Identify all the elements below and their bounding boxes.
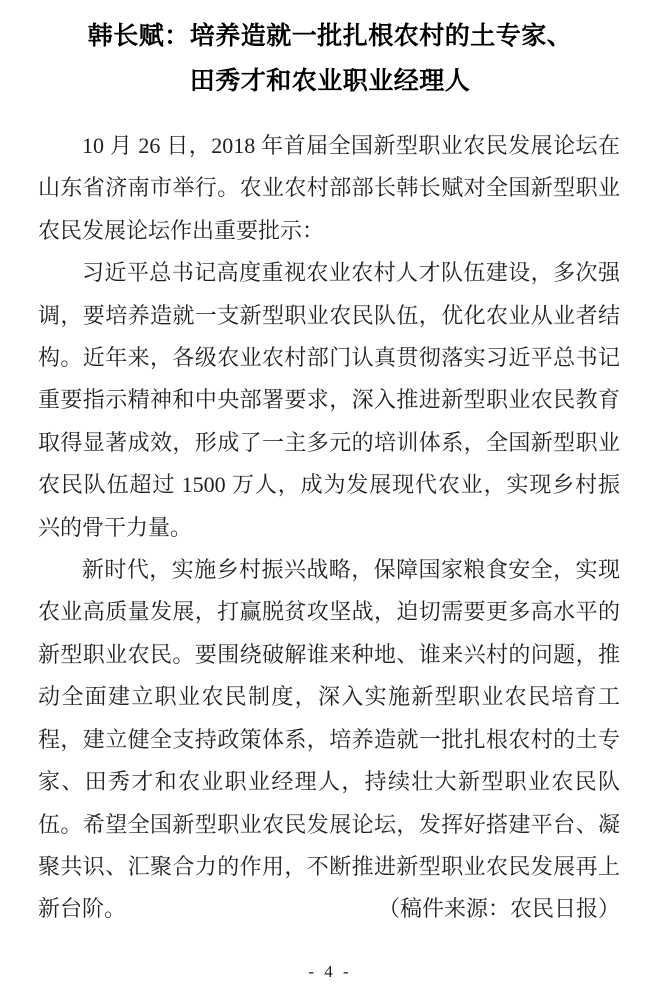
- paragraph-intro: 10 月 26 日，2018 年首届全国新型职业农民发展论坛在山东省济南市举行。农业农村部部长韩长赋对全国新型职业农民发展论坛作出重要批示：: [38, 133, 620, 243]
- page-number: - 4 -: [308, 962, 352, 981]
- document-body: [38, 125, 620, 931]
- paragraph-new-era-text: 新时代，实施乡村振兴战略，保障国家粮食安全，实现农业高质量发展，打赢脱贫攻坚战，迫切需要更多高水平的新型职业农民。要围绕破解谁来种地、谁来兴村的问题，推动全面建立职业农民制度，深入实施新型职业农民培育工程，建立健全支持政策体系，培养造就一批扎根农村的土专家、田秀才和农业职业经理人，持续壮大新型职业农民队伍。希望全国新型职业农民发展论坛，发挥好搭建平台、凝聚共识、汇聚合力的作用，不断推进新型职业农民发展再上新台阶。: [38, 557, 620, 922]
- paragraph-achievements: 习近平总书记高度重视农业农村人才队伍建设，多次强调，要培养造就一支新型职业农民队伍，优化农业从业者结构。近年来，各级农业农村部门认真贯彻落实习近平总书记重要指示精神和中央部署要求，深入推进新型职业农民教育取得显著成效，形成了一主多元的培训体系，全国新型职业农民队伍超过 1500 万人，成为发展现代农业，实现乡村振兴的骨干力量。: [38, 260, 620, 540]
- source-attribution: （稿件来源：农民日报）: [377, 896, 620, 922]
- document-title: [30, 14, 630, 104]
- paragraph-new-era: [38, 549, 620, 931]
- title-line-1: 韩长赋：培养造就一批扎根农村的土专家、: [87, 23, 573, 50]
- title-line-2: 田秀才和农业职业经理人: [189, 68, 471, 95]
